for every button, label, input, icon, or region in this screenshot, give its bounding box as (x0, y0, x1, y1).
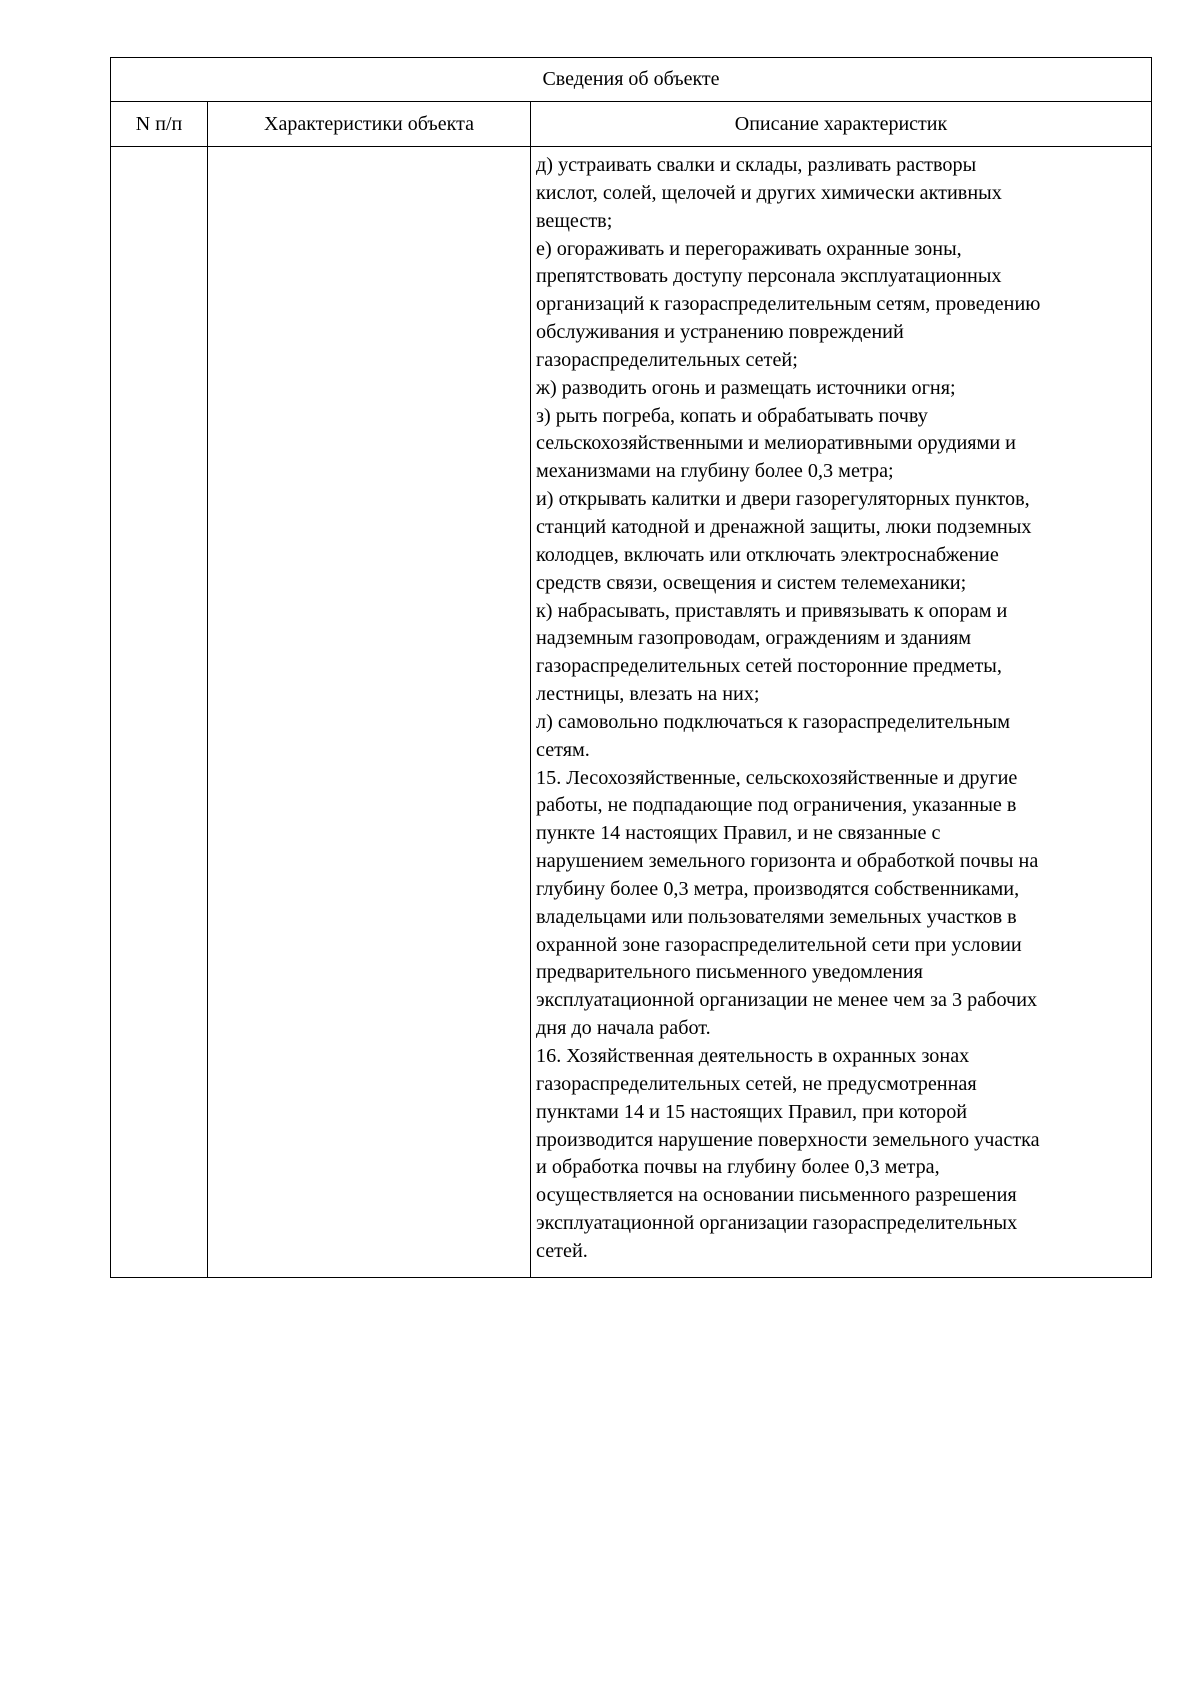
description-line: ж) разводить огонь и размещать источники огня; (536, 376, 956, 399)
cell-characteristics (208, 147, 531, 1278)
description-line: нарушением земельного горизонта и обработкой почвы на (536, 850, 1039, 873)
table-title: Сведения об объекте (111, 58, 1152, 102)
description-line: газораспределительных сетей посторонние предметы, (536, 655, 1002, 678)
description-line: 16. Хозяйственная деятельность в охранных зонах (536, 1045, 970, 1067)
description-line: препятствовать доступу персонала эксплуатационных (536, 265, 1002, 288)
description-line: веществ; (536, 209, 613, 232)
description-line: газораспределительных сетей; (536, 348, 798, 371)
description-line: организаций к газораспределительным сетям, проведению (536, 293, 1041, 316)
object-info-table (110, 57, 1152, 1278)
description-line: пунктами 14 и 15 настоящих Правил, при которой (536, 1100, 968, 1123)
description-line: сетей. (536, 1239, 588, 1262)
table-row (111, 147, 1152, 1278)
description-line: к) набрасывать, приставлять и привязывать к опорам и (536, 599, 1008, 622)
description-line: и обработка почвы на глубину более 0,3 метра, (536, 1156, 940, 1179)
description-line: з) рыть погреба, копать и обрабатывать почву (536, 404, 928, 427)
description-line: работы, не подпадающие под ограничения, указанные в (536, 794, 1017, 817)
cell-number (111, 147, 208, 1278)
description-line: пункте 14 настоящих Правил, и не связанные с (536, 822, 941, 845)
description-line: е) огораживать и перегораживать охранные зоны, (536, 237, 962, 260)
cell-description (531, 147, 1152, 1278)
table-title-row (111, 58, 1152, 102)
description-line: глубину более 0,3 метра, производятся собственниками, (536, 877, 1020, 900)
description-line: 15. Лесохозяйственные, сельскохозяйственные и другие (536, 766, 1018, 789)
description-line: средств связи, освещения и систем телемеханики; (536, 571, 967, 594)
description-line: владельцами или пользователями земельных участков в (536, 905, 1017, 928)
header-number: N п/п (111, 102, 208, 147)
header-description: Описание характеристик (531, 102, 1152, 147)
description-line: эксплуатационной организации не менее чем за 3 рабочих (536, 989, 1038, 1012)
description-line: газораспределительных сетей, не предусмотренная (536, 1072, 977, 1095)
description-line: осуществляется на основании письменного разрешения (536, 1184, 1017, 1207)
description-line: механизмами на глубину более 0,3 метра; (536, 460, 894, 483)
description-line: колодцев, включать или отключать электроснабжение (536, 543, 999, 566)
description-line: л) самовольно подключаться к газораспределительным (536, 710, 1010, 733)
table-header-row (111, 102, 1152, 147)
description-line: станций катодной и дренажной защиты, люки подземных (536, 515, 1032, 538)
description-line: эксплуатационной организации газораспределительных (536, 1212, 1018, 1235)
description-line: кислот, солей, щелочей и других химически активных (536, 181, 1002, 204)
description-line: дня до начала работ. (536, 1017, 711, 1040)
description-line: лестницы, влезать на них; (536, 683, 760, 706)
description-line: д) устраивать свалки и склады, разливать растворы (536, 154, 977, 176)
description-line: сетям. (536, 738, 590, 761)
description-line: сельскохозяйственными и мелиоративными орудиями и (536, 432, 1016, 455)
description-line: и) открывать калитки и двери газорегуляторных пунктов, (536, 488, 1030, 511)
description-line: обслуживания и устранению повреждений (536, 321, 904, 344)
description-line: производится нарушение поверхности земельного участка (536, 1128, 1040, 1151)
description-line: предварительного письменного уведомления (536, 961, 923, 984)
description-line: надземным газопроводам, ограждениям и зданиям (536, 627, 972, 650)
description-line: охранной зоне газораспределительной сети при условии (536, 933, 1022, 956)
header-characteristics: Характеристики объекта (208, 102, 531, 147)
